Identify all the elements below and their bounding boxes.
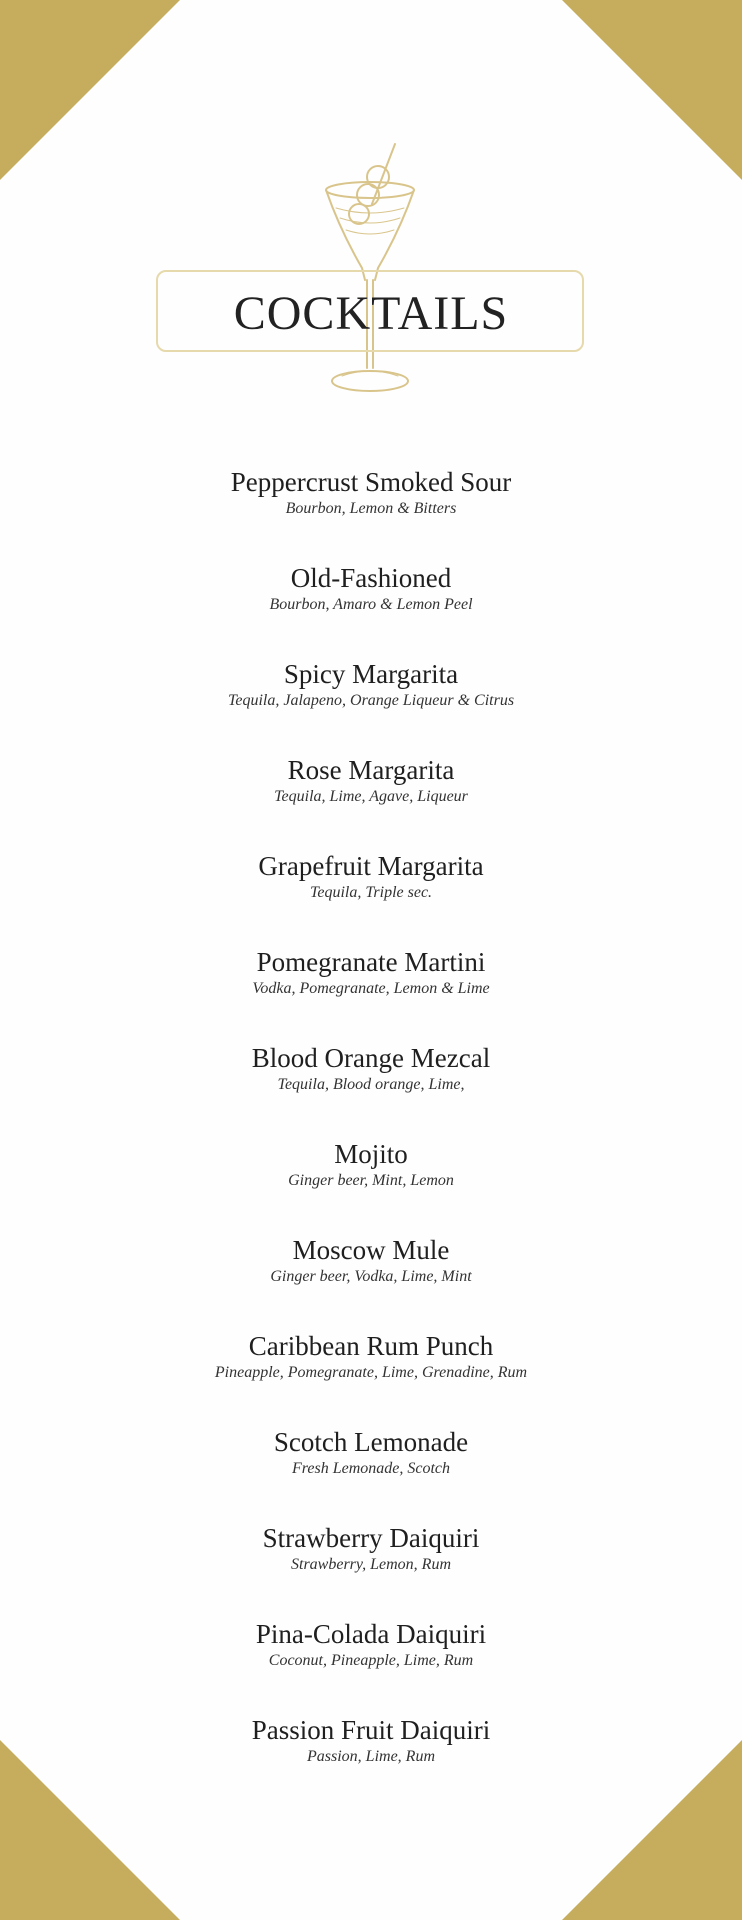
item-name: Strawberry Daiquiri <box>262 1523 480 1553</box>
menu-item <box>0 1521 742 1617</box>
item-ingredients: Pineapple, Pomegranate, Lime, Grenadine, Rum <box>214 1364 528 1381</box>
item-ingredients: Tequila, Blood orange, Lime, <box>277 1076 465 1093</box>
item-ingredients: Ginger beer, Mint, Lemon <box>288 1172 454 1189</box>
item-ingredients: Ginger beer, Vodka, Lime, Mint <box>270 1268 472 1285</box>
menu-item <box>0 1137 742 1233</box>
item-name: Peppercrust Smoked Sour <box>230 467 512 497</box>
menu-item <box>0 945 742 1041</box>
item-name: Caribbean Rum Punch <box>248 1331 494 1361</box>
item-name: Passion Fruit Daiquiri <box>251 1715 491 1745</box>
menu-header <box>0 140 742 410</box>
item-name: Mojito <box>334 1139 408 1169</box>
item-name: Pomegranate Martini <box>256 947 486 977</box>
item-ingredients: Tequila, Jalapeno, Orange Liqueur & Citrus <box>227 692 515 709</box>
menu-item <box>0 561 742 657</box>
menu-item <box>0 1425 742 1521</box>
item-ingredients: Strawberry, Lemon, Rum <box>291 1556 451 1573</box>
item-ingredients: Passion, Lime, Rum <box>307 1748 435 1765</box>
menu-item <box>0 657 742 753</box>
menu-item <box>0 1041 742 1137</box>
item-ingredients: Fresh Lemonade, Scotch <box>291 1460 451 1477</box>
menu-item <box>0 753 742 849</box>
item-name: Rose Margarita <box>287 755 455 785</box>
menu-item <box>0 1617 742 1713</box>
menu-item <box>0 1329 742 1425</box>
menu-item <box>0 849 742 945</box>
item-ingredients: Vodka, Pomegranate, Lemon & Lime <box>252 980 490 997</box>
menu-item <box>0 1713 742 1809</box>
item-name: Grapefruit Margarita <box>258 851 484 881</box>
item-ingredients: Tequila, Triple sec. <box>309 884 433 901</box>
item-name: Blood Orange Mezcal <box>251 1043 491 1073</box>
menu-item <box>0 465 742 561</box>
item-name: Spicy Margarita <box>283 659 459 689</box>
menu-title: COCKTAILS <box>233 287 509 340</box>
item-ingredients: Coconut, Pineapple, Lime, Rum <box>268 1652 474 1669</box>
item-ingredients: Tequila, Lime, Agave, Liqueur <box>274 788 468 805</box>
item-ingredients: Bourbon, Lemon & Bitters <box>285 500 457 517</box>
item-name: Moscow Mule <box>292 1235 450 1265</box>
item-name: Pina-Colada Daiquiri <box>255 1619 487 1649</box>
menu-item <box>0 1233 742 1329</box>
item-name: Scotch Lemonade <box>273 1427 469 1457</box>
item-ingredients: Bourbon, Amaro & Lemon Peel <box>269 596 473 613</box>
cocktail-list <box>0 465 742 1809</box>
item-name: Old-Fashioned <box>290 563 452 593</box>
